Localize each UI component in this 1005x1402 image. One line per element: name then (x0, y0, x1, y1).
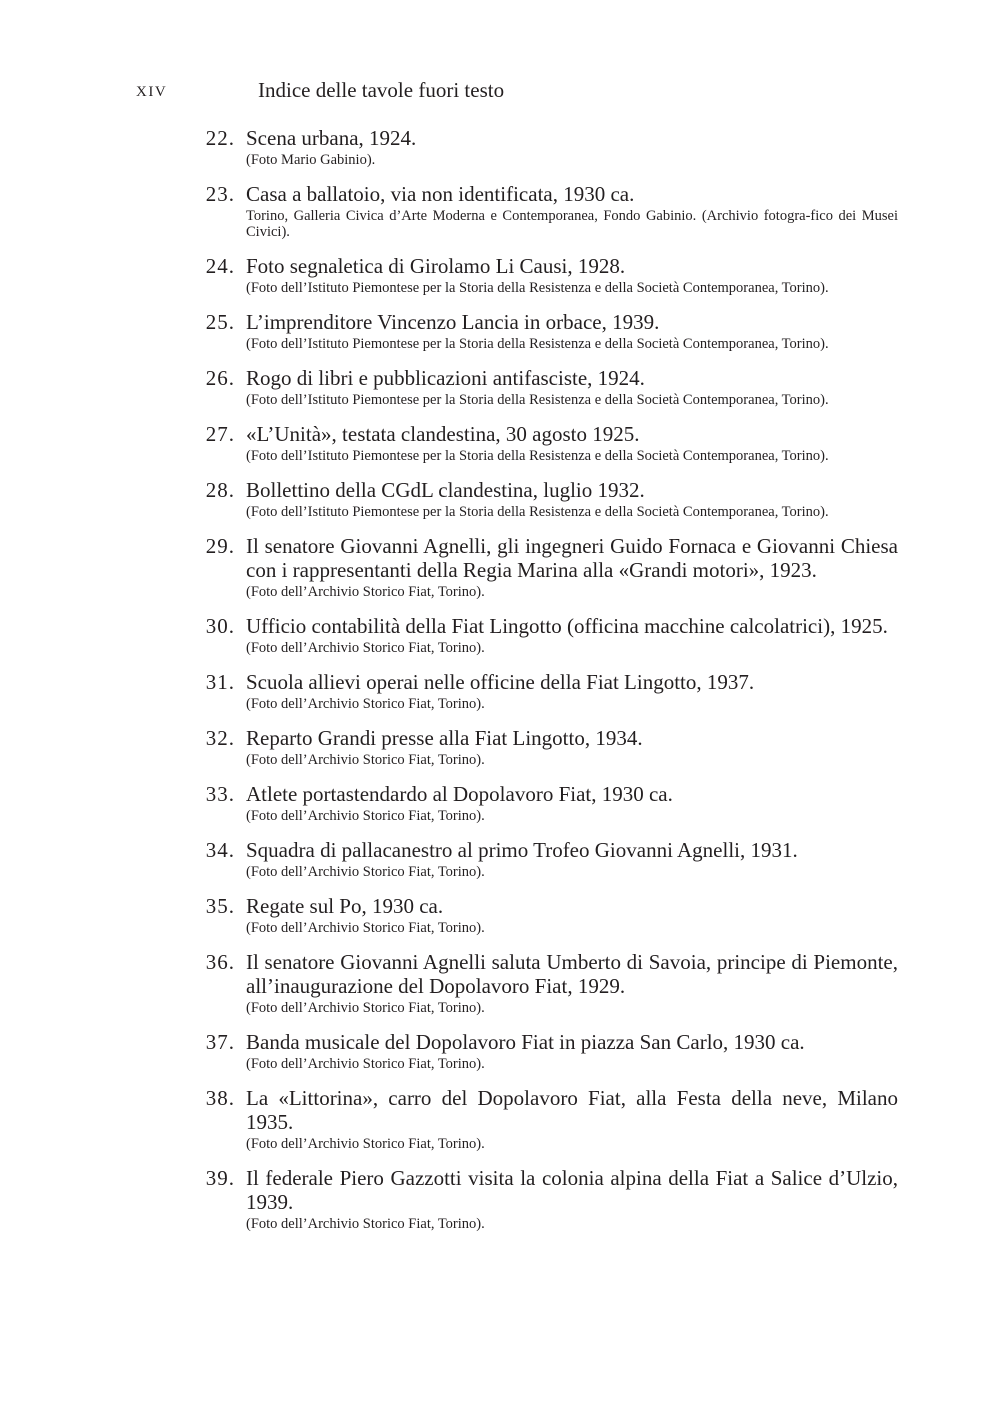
list-item (0, 950, 1005, 1016)
entry-title: L’imprenditore Vincenzo Lancia in orbace, 1939. (246, 310, 660, 334)
entry-title: Casa a ballatoio, via non identificata, 1930 ca. (246, 182, 635, 206)
entry-number: 32. (205, 726, 235, 750)
entry-number: 35. (205, 894, 235, 918)
entry-body (246, 670, 898, 712)
list-item (0, 782, 1005, 824)
entry-credit: (Foto dell’Istituto Piemontese per la Storia della Resistenza e della Società Contemporanea, Torino). (246, 392, 829, 408)
entry-number: 28. (205, 478, 235, 502)
entry-number: 30. (205, 614, 235, 638)
entry-credit: (Foto dell’Archivio Storico Fiat, Torino). (246, 1056, 485, 1072)
list-item (0, 838, 1005, 880)
entry-credit: (Foto dell’Archivio Storico Fiat, Torino). (246, 920, 485, 936)
plates-index-list (0, 126, 1005, 1246)
entry-credit: (Foto dell’Archivio Storico Fiat, Torino). (246, 808, 485, 824)
list-item (0, 1166, 1005, 1232)
entry-number: 31. (205, 670, 235, 694)
entry-number: 34. (205, 838, 235, 862)
entry-credit: (Foto dell’Archivio Storico Fiat, Torino). (246, 696, 485, 712)
list-item (0, 670, 1005, 712)
entry-number: 25. (205, 310, 235, 334)
entry-credit: (Foto dell’Archivio Storico Fiat, Torino). (246, 752, 485, 768)
entry-number: 29. (205, 534, 235, 558)
entry-body (246, 366, 898, 408)
page-header (0, 78, 1005, 108)
entry-title: Atlete portastendardo al Dopolavoro Fiat, 1930 ca. (246, 782, 673, 806)
entry-number: 38. (205, 1086, 235, 1110)
entry-body (246, 422, 898, 464)
entry-credit: (Foto dell’Archivio Storico Fiat, Torino). (246, 1136, 485, 1152)
entry-body (246, 478, 898, 520)
entry-number: 27. (205, 422, 235, 446)
list-item (0, 534, 1005, 600)
entry-title: Reparto Grandi presse alla Fiat Lingotto, 1934. (246, 726, 643, 750)
list-item (0, 726, 1005, 768)
entry-title: Regate sul Po, 1930 ca. (246, 894, 444, 918)
entry-body (246, 782, 898, 824)
list-item (0, 894, 1005, 936)
entry-credit: (Foto dell’Istituto Piemontese per la Storia della Resistenza e della Società Contemporanea, Torino). (246, 504, 829, 520)
list-item (0, 1030, 1005, 1072)
entry-title: Banda musicale del Dopolavoro Fiat in piazza San Carlo, 1930 ca. (246, 1030, 805, 1054)
entry-body (246, 310, 898, 352)
list-item (0, 126, 1005, 168)
page-number: XIV (136, 84, 168, 100)
entry-title: Scena urbana, 1924. (246, 126, 417, 150)
entry-title: «L’Unità», testata clandestina, 30 agosto 1925. (246, 422, 640, 446)
list-item (0, 366, 1005, 408)
entry-body (246, 838, 898, 880)
entry-title: Foto segnaletica di Girolamo Li Causi, 1928. (246, 254, 626, 278)
entry-title: Rogo di libri e pubblicazioni antifasciste, 1924. (246, 366, 645, 390)
list-item (0, 182, 1005, 240)
entry-body (246, 126, 898, 168)
entry-credit: (Foto dell’Archivio Storico Fiat, Torino). (246, 1216, 485, 1232)
entry-body (246, 726, 898, 768)
list-item (0, 614, 1005, 656)
entry-number: 24. (205, 254, 235, 278)
running-title: Indice delle tavole fuori testo (258, 78, 505, 102)
entry-title: Bollettino della CGdL clandestina, luglio 1932. (246, 478, 645, 502)
entry-credit: (Foto dell’Archivio Storico Fiat, Torino). (246, 640, 485, 656)
entry-body (246, 534, 898, 600)
entry-credit: (Foto dell’Istituto Piemontese per la Storia della Resistenza e della Società Contemporanea, Torino). (246, 336, 829, 352)
entry-number: 22. (205, 126, 235, 150)
entry-credit: (Foto dell’Istituto Piemontese per la Storia della Resistenza e della Società Contemporanea, Torino). (246, 280, 829, 296)
entry-number: 26. (205, 366, 235, 390)
entry-credit: (Foto Mario Gabinio). (246, 152, 376, 168)
entry-credit: Torino, Galleria Civica d’Arte Moderna e Contemporanea, Fondo Gabinio. (Archivio fotogra-fico dei Musei Civici). (246, 208, 898, 240)
entry-body (246, 1030, 898, 1072)
list-item (0, 478, 1005, 520)
entry-number: 39. (205, 1166, 235, 1190)
entry-credit: (Foto dell’Archivio Storico Fiat, Torino). (246, 1000, 485, 1016)
entry-number: 37. (205, 1030, 235, 1054)
entry-number: 33. (205, 782, 235, 806)
entry-title: Squadra di pallacanestro al primo Trofeo Giovanni Agnelli, 1931. (246, 838, 798, 862)
entry-credit: (Foto dell’Archivio Storico Fiat, Torino). (246, 584, 485, 600)
list-item (0, 310, 1005, 352)
entry-body (246, 894, 898, 936)
entry-body (246, 614, 898, 656)
entry-body (246, 1086, 898, 1152)
entry-credit: (Foto dell’Istituto Piemontese per la Storia della Resistenza e della Società Contemporanea, Torino). (246, 448, 829, 464)
entry-body (246, 1166, 898, 1232)
entry-credit: (Foto dell’Archivio Storico Fiat, Torino). (246, 864, 485, 880)
entry-title: Scuola allievi operai nelle officine della Fiat Lingotto, 1937. (246, 670, 755, 694)
entry-number: 36. (205, 950, 235, 974)
entry-title: Ufficio contabilità della Fiat Lingotto (officina macchine calcolatrici), 1925. (246, 614, 888, 638)
list-item (0, 254, 1005, 296)
entry-number: 23. (205, 182, 235, 206)
list-item (0, 422, 1005, 464)
entry-title: Il senatore Giovanni Agnelli, gli ingegneri Guido Fornaca e Giovanni Chiesa con i rappresentanti della Regia Marina alla «Grandi motori», 1923. (246, 534, 898, 582)
entry-title: La «Littorina», carro del Dopolavoro Fiat, alla Festa della neve, Milano 1935. (246, 1086, 898, 1134)
entry-body (246, 950, 898, 1016)
entry-body (246, 182, 898, 240)
entry-body (246, 254, 898, 296)
entry-title: Il senatore Giovanni Agnelli saluta Umberto di Savoia, principe di Piemonte, all’inaugurazione del Dopolavoro Fiat, 1929. (246, 950, 898, 998)
list-item (0, 1086, 1005, 1152)
entry-title: Il federale Piero Gazzotti visita la colonia alpina della Fiat a Salice d’Ulzio, 1939. (246, 1166, 898, 1214)
